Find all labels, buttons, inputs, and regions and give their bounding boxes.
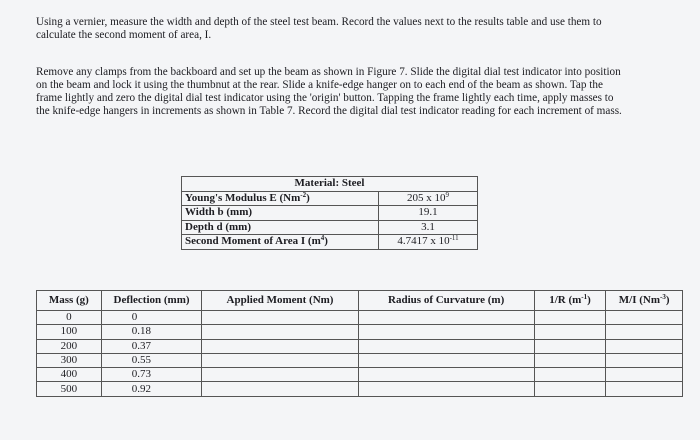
header-applied-moment: Applied Moment (Nm)	[202, 291, 358, 311]
inverse-radius-cell[interactable]	[534, 382, 606, 396]
material-value: 205 x $10^9$	[379, 191, 478, 206]
table-row	[37, 339, 683, 353]
applied-moment-cell[interactable]	[202, 353, 358, 367]
header-deflection: Deflection (mm)	[101, 291, 202, 311]
material-row	[182, 220, 478, 235]
radius-cell[interactable]	[358, 311, 534, 325]
m-over-i-cell[interactable]	[606, 311, 683, 325]
m-over-i-cell[interactable]	[606, 325, 683, 339]
material-value: 19.1	[379, 206, 478, 221]
m-over-i-cell[interactable]	[606, 382, 683, 396]
radius-cell[interactable]	[358, 382, 534, 396]
m-over-i-cell[interactable]	[606, 339, 683, 353]
mass-cell: 0	[37, 311, 102, 325]
m-over-i-cell[interactable]	[606, 368, 683, 382]
mass-cell: 100	[37, 325, 102, 339]
applied-moment-cell[interactable]	[202, 368, 358, 382]
material-label: Depth d (mm)	[182, 220, 379, 235]
results-table	[36, 290, 683, 397]
applied-moment-cell[interactable]	[202, 325, 358, 339]
radius-cell[interactable]	[358, 339, 534, 353]
material-label: Young's Modulus E $(Nm^{-2})$	[182, 191, 379, 206]
mass-cell: 500	[37, 382, 102, 396]
material-row	[182, 206, 478, 221]
material-value: 3.1	[379, 220, 478, 235]
table-row	[37, 382, 683, 396]
material-label: Width b (mm)	[182, 206, 379, 221]
header-inverse-radius: 1/R $(m^{-1})$	[534, 291, 606, 311]
material-properties-table	[181, 176, 478, 250]
table-row	[37, 325, 683, 339]
material-title: Material: Steel	[182, 177, 478, 192]
applied-moment-cell[interactable]	[202, 382, 358, 396]
header-m-over-i: M/I $(Nm^{-3})$	[606, 291, 683, 311]
inverse-radius-cell[interactable]	[534, 368, 606, 382]
mass-cell: 400	[37, 368, 102, 382]
deflection-cell: 0.92	[101, 382, 202, 396]
inverse-radius-cell[interactable]	[534, 339, 606, 353]
header-radius-of-curvature: Radius of Curvature (m)	[358, 291, 534, 311]
results-header-row	[37, 291, 683, 311]
material-value: 4.7417 x $10^{-11}$	[379, 235, 478, 250]
inverse-radius-cell[interactable]	[534, 325, 606, 339]
material-row	[182, 191, 478, 206]
mass-cell: 300	[37, 353, 102, 367]
radius-cell[interactable]	[358, 353, 534, 367]
header-mass: Mass (g)	[37, 291, 102, 311]
deflection-cell: 0.73	[101, 368, 202, 382]
radius-cell[interactable]	[358, 325, 534, 339]
applied-moment-cell[interactable]	[202, 311, 358, 325]
m-over-i-cell[interactable]	[606, 353, 683, 367]
inverse-radius-cell[interactable]	[534, 353, 606, 367]
instruction-paragraph-1: Using a vernier, measure the width and depth of the steel test beam. Record the values next to the results table and use them to calculate the second moment of area, I.	[36, 16, 602, 41]
deflection-cell: 0	[101, 311, 202, 325]
deflection-cell: 0.55	[101, 353, 202, 367]
instruction-paragraph-2: Remove any clamps from the backboard and set up the beam as shown in Figure 7. Slide the digital dial test indicator into position on the beam and lock it using the thumbnut at the rear. Slide a knife-edge hanger on to each end of the beam as shown. Tap the frame lightly and zero the digital dial test indicator using the 'origin' button. Tapping the frame lightly each time, apply masses to the knife-edge hangers in increments as shown in Table 7. Record the digital dial test indicator reading for each increment of mass.	[36, 66, 622, 117]
inverse-radius-cell[interactable]	[534, 311, 606, 325]
table-row	[37, 311, 683, 325]
table-row	[37, 368, 683, 382]
table-row	[37, 353, 683, 367]
material-label: Second Moment of Area I $(m^4)$	[182, 235, 379, 250]
deflection-cell: 0.37	[101, 339, 202, 353]
radius-cell[interactable]	[358, 368, 534, 382]
mass-cell: 200	[37, 339, 102, 353]
deflection-cell: 0.18	[101, 325, 202, 339]
applied-moment-cell[interactable]	[202, 339, 358, 353]
material-row	[182, 235, 478, 250]
